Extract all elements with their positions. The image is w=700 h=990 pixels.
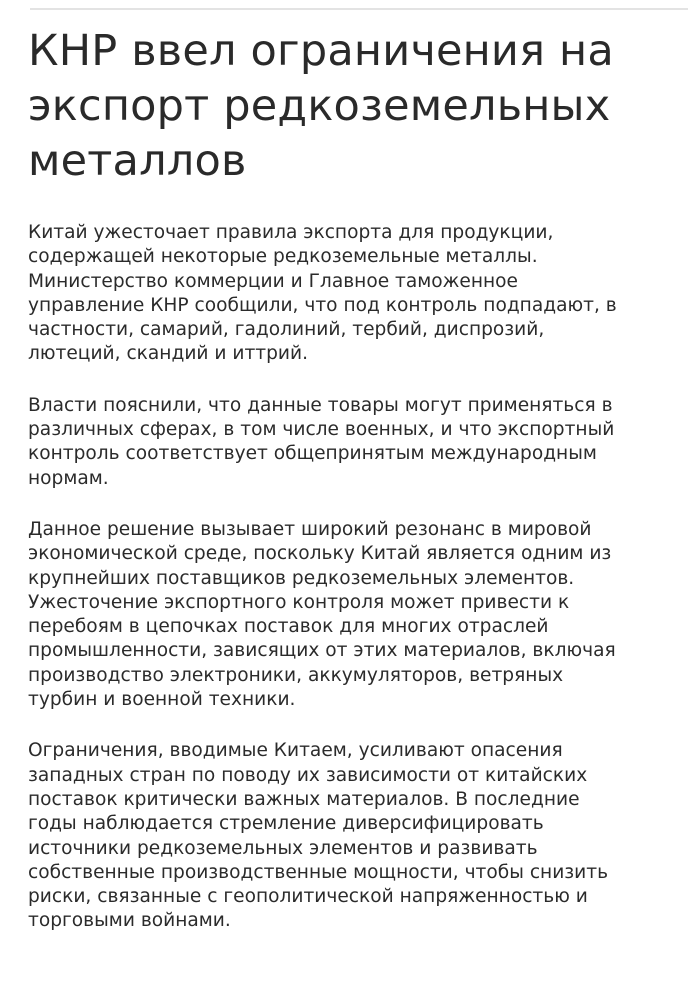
paragraph-line: турбин и военной техники. xyxy=(28,689,296,711)
paragraph-line: перебоям в цепочках поставок для многих отраслей xyxy=(28,616,549,638)
paragraph-line: западных стран по поводу их зависимости от китайских xyxy=(28,764,588,786)
paragraph-line: Ужесточение экспортного контроля может привести к xyxy=(28,591,570,613)
paragraph-line: контроль соответствует общепринятым международным xyxy=(28,443,597,465)
paragraph-line: лютеций, скандий и иттрий. xyxy=(28,343,309,365)
article-paragraph-4 xyxy=(28,739,688,933)
article-paragraph-1 xyxy=(28,221,688,367)
paragraph-line: экономической среде, поскольку Китай является одним из xyxy=(28,543,612,565)
top-divider xyxy=(30,8,688,10)
article xyxy=(28,24,688,961)
paragraph-line: поставок критически важных материалов. В последние xyxy=(28,788,580,810)
paragraph-line: производство электроники, аккумуляторов, ветряных xyxy=(28,664,564,686)
paragraph-line: Власти пояснили, что данные товары могут применяться в xyxy=(28,394,613,416)
article-paragraph-3 xyxy=(28,518,688,712)
paragraph-line: Китай ужесточает правила экспорта для продукции, xyxy=(28,222,554,243)
paragraph-line: промышленности, зависящих от этих материалов, включая xyxy=(28,640,616,662)
paragraph-line: годы наблюдается стремление диверсифицировать xyxy=(28,813,544,835)
paragraph-line: Данное решение вызывает широкий резонанс в мировой xyxy=(28,518,592,540)
paragraph-line: Министерство коммерции и Главное таможенное xyxy=(28,270,519,292)
paragraph-line: собственные производственные мощности, чтобы снизить xyxy=(28,861,609,883)
paragraph-line: частности, самарий, гадолиний, тербий, диспрозий, xyxy=(28,319,545,341)
paragraph-line: крупнейших поставщиков редкоземельных элементов. xyxy=(28,567,575,589)
article-body xyxy=(28,221,688,934)
paragraph-line: риски, связанные с геополитической напряженностью и xyxy=(28,886,588,908)
paragraph-line: источники редкоземельных элементов и развивать xyxy=(28,837,538,859)
paragraph-line: Ограничения, вводимые Китаем, усиливают опасения xyxy=(28,740,563,762)
paragraph-line: нормам. xyxy=(28,467,109,489)
article-title-line: экспорт редкоземельных xyxy=(28,81,611,131)
paragraph-line: содержащей некоторые редкоземельные металлы. xyxy=(28,246,538,268)
article-title-line: КНР ввел ограничения на xyxy=(28,26,614,76)
paragraph-line: торговыми войнами. xyxy=(28,910,231,932)
article-paragraph-2 xyxy=(28,394,688,491)
paragraph-line: управление КНР сообщили, что под контроль подпадают, в xyxy=(28,294,617,316)
article-title-line: металлов xyxy=(28,136,247,186)
article-title xyxy=(28,24,688,189)
paragraph-line: различных сферах, в том числе военных, и что экспортный xyxy=(28,419,615,441)
